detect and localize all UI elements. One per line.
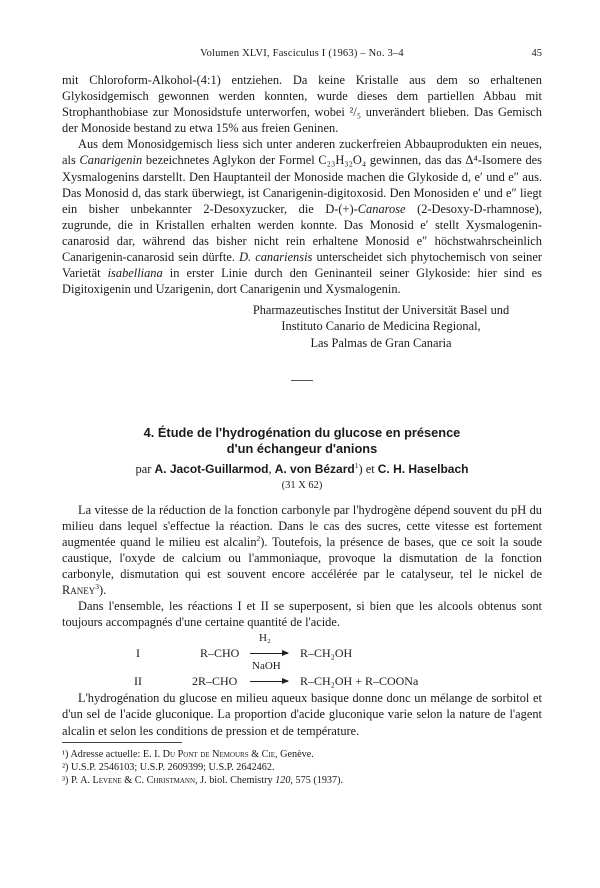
- volume-number: 120: [275, 774, 291, 786]
- text-run: U.S.P. 2546103; U.S.P. 2609399; U.S.P. 2642462.: [71, 761, 275, 773]
- section-continued-text: [62, 72, 542, 297]
- reaction-arrow: [250, 681, 288, 682]
- running-head: [62, 48, 542, 66]
- affiliation-line: Las Palmas de Gran Canaria: [310, 335, 452, 350]
- text-run: La vitesse de la réduction de la fonction carbonyle par l'hydrogène dépend souvent du pH du milieu dans lequel s'effectue la réaction. Dans le cas des sucres, cette vitesse est fortement augmentée quand le milieu est alcalin: [62, 502, 542, 549]
- term-canarose: Canarose: [357, 201, 406, 216]
- article-body: [62, 502, 542, 739]
- paragraph-reactions: Dans l'ensemble, les réactions I et II se superposent, si bien que les alcools obtenus sont toujours accompagnés d'une certaine quantité de l'acide.: [62, 599, 542, 630]
- product: R–CH₂OH: [300, 646, 353, 661]
- paragraph-2: [62, 136, 542, 297]
- reagent: NaOH: [252, 660, 281, 673]
- footnote-divider: [62, 742, 182, 743]
- title-line: 4. Étude de l'hydrogénation du glucose en présence: [143, 424, 461, 440]
- text-run: (2-Desoxy-D-rhamnose), zugrunde, die in Kristallen erhalten werden konnte. Das Monosid e′ stellt Xysmalogenin-canarosid dar, während das bisher nicht rein erhaltene Monosid e″ höchstwahrscheinlich Canarigenin-canarosid sein dürfte.: [62, 201, 542, 265]
- text-run: , 575 (1937).: [290, 774, 344, 786]
- text-run: Adresse actuelle: E. I.: [70, 748, 163, 760]
- product: R–CH₂OH + R–COONa: [300, 674, 419, 689]
- section-divider: [291, 380, 313, 381]
- reaction-scheme: [62, 632, 542, 688]
- text-run: & C.: [121, 774, 147, 786]
- footnote-number: ³): [62, 774, 69, 786]
- text-run: , Genève.: [275, 748, 314, 760]
- term-canarigenin: Canarigenin: [79, 153, 143, 168]
- footnote-number: ¹): [62, 748, 69, 760]
- text-run: ). Toutefois, la présence de bases, que ce soit la soude caustique, l'oxyde de calcium ou l'ammoniaque, provoque la dismutation de la fonction carbonyle, dismutation qui est souvent encore accélérée par le catalyseur, tel le nickel de: [62, 534, 542, 581]
- text-run: in erster Linie durch den Geninanteil seiner Glykoside: hier sind es Digitoxigenin und Uzarigenin, dort Canarigenin und Xysmalogenin.: [62, 266, 542, 297]
- reagent: H₂: [259, 632, 271, 645]
- paragraph-intro: [62, 502, 542, 599]
- text-run: P. A.: [71, 774, 93, 786]
- text-run: , J. biol. Chemistry: [195, 774, 276, 786]
- reactant: 2R–CHO: [192, 674, 238, 689]
- manuscript-code: (31 X 62): [281, 479, 323, 491]
- footnote-3: [62, 774, 542, 787]
- paragraph-hydrogenation: L'hydrogénation du glucose en milieu aqueux basique donne donc un mélange de sorbitol et d'un sel de l'acide gluconique. La proportion d'acide gluconique varie selon la nature de l'agent alcalin et selon les conditions de pression et de température.: [62, 691, 542, 738]
- footnote-2: [62, 761, 542, 774]
- by-word: par: [135, 461, 152, 476]
- text-run: bezeichnetes Aglykon der Formel C₂₃H₃₂O₄ gewinnen, das das Δ⁴-Isomere des Xysmalogenins darstellt. Den Hauptanteil der Monoside machen die Glykoside d, e′ und e″ aus. Das Monosid d, das stark überwiegt, ist Canarigenin-digitoxosid. Den Monosiden e′ und e″ liegt ein bisher unbekannter 2-Desoxyzucker, die D-(+)-: [62, 153, 542, 216]
- page-number: 45: [531, 48, 542, 59]
- reaction-label-ii: II: [134, 674, 142, 689]
- company-name: Du Pont de Nemours & Cie: [162, 748, 276, 760]
- name-raney: Raney: [62, 583, 96, 598]
- author-name: C. H. Haselbach: [377, 461, 469, 476]
- text-run: Aus dem Monosidgemisch liess sich unter anderen zuckerfreien Abbauprodukten ein neues, als: [62, 137, 542, 168]
- footnote-1: [62, 748, 542, 761]
- text-run: ).: [99, 583, 107, 598]
- author-name: A. von Bézard: [274, 461, 355, 476]
- term-d-canariensis: D. canariensis: [239, 250, 313, 265]
- page: [62, 48, 542, 787]
- footnotes: [62, 748, 542, 787]
- reactant: R–CHO: [200, 646, 240, 661]
- reaction-label-i: I: [136, 646, 140, 661]
- footnote-number: ²): [62, 761, 69, 773]
- affiliation-line: Instituto Canario de Medicina Regional,: [281, 319, 481, 334]
- footnote-mark: 3: [95, 581, 100, 591]
- affiliation: [220, 302, 542, 350]
- journal-running-head: Volumen XLVI, Fasciculus I (1963) – No. 3–4: [200, 48, 404, 59]
- author-name: Levene: [92, 774, 122, 786]
- separator: ,: [268, 461, 275, 476]
- author-name: A. Jacot-Guillarmod: [154, 461, 269, 476]
- author-name: Christmann: [146, 774, 196, 786]
- paragraph-1: mit Chloroform-Alkohol-(4:1) entziehen. Da keine Kristalle aus dem so erhaltenen Glykosidgemisch gewonnen werden konnten, wurde dieses dem partiellen Abbau mit Strophanthobiase zur Monosidstufe unterworfen, wobei ²/₅ unverändert blieben. Das Gemisch der Monoside bestand zu etwa 15% aus freien Geninen.: [62, 73, 542, 136]
- footnote-mark: 2: [256, 533, 261, 543]
- title-line: d'un échangeur d'anions: [226, 440, 378, 456]
- footnote-mark: 1: [354, 460, 359, 470]
- author-line: [62, 461, 542, 477]
- term-isabelliana: isabelliana: [107, 266, 163, 281]
- separator: ) et: [358, 461, 378, 476]
- reaction-arrow: [250, 653, 288, 654]
- affiliation-line: Pharmazeutisches Institut der Universität Basel und: [252, 303, 510, 318]
- text-run: unterscheidet sich phytochemisch von seiner Varietät: [62, 250, 543, 281]
- article-title: [62, 425, 542, 457]
